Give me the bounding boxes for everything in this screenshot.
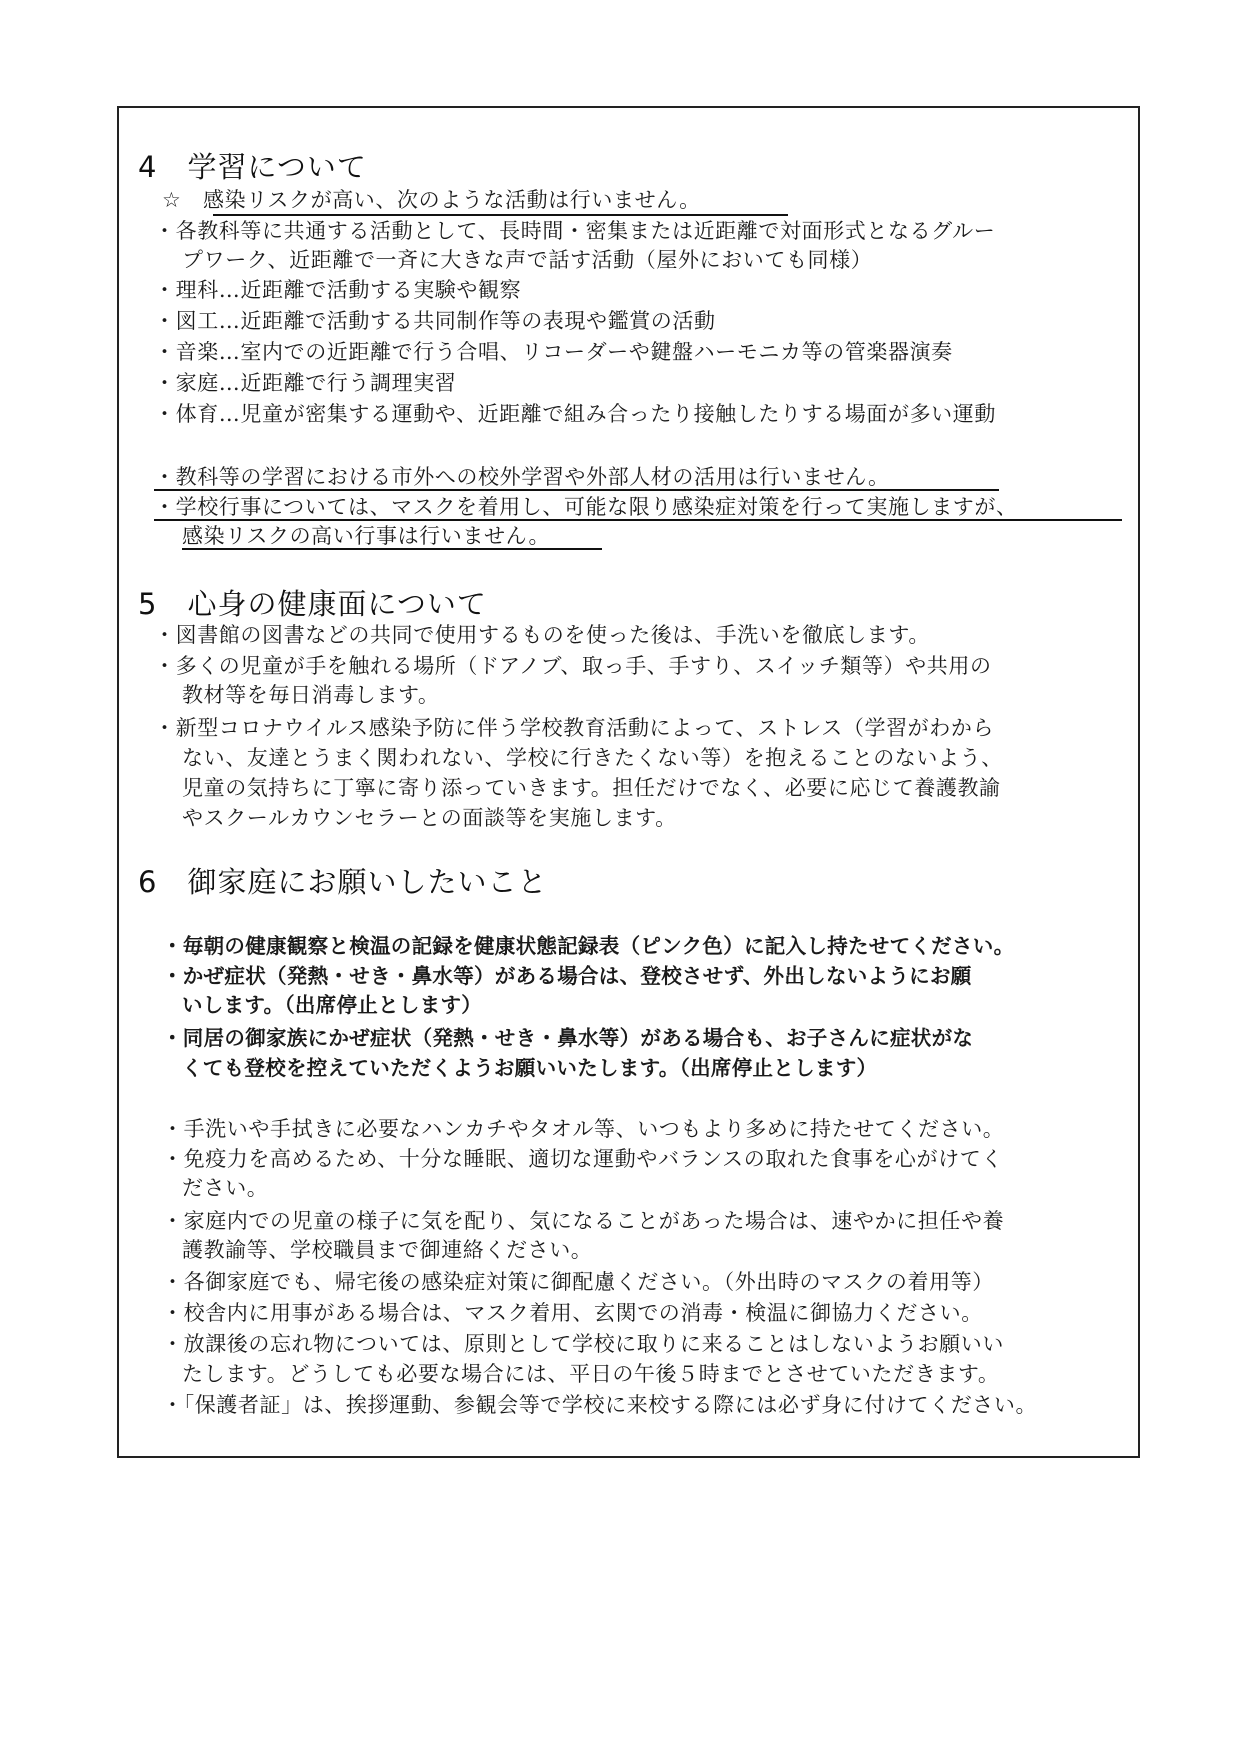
s4-underlined-3: 感染リスクの高い行事は行いません。	[182, 524, 551, 548]
underline-2	[154, 519, 1122, 521]
s5-item-3-cont-1: ない、友達とうまく関われない、学校に行きたくない等）を抱えることのないよう、	[182, 746, 1003, 770]
s4-item-1: ・各教科等に共通する活動として、長時間・密集または近距離で対面形式となるグルー	[154, 219, 996, 243]
s6-item-2: ・免疫力を高めるため、十分な睡眠、適切な運動やバランスの取れた食事を心がけてく	[162, 1147, 1003, 1171]
s6-item-6: ・放課後の忘れ物については、原則として学校に取りに来ることはしないようお願いい	[162, 1332, 1004, 1356]
s6-bold-3-cont: くても登校を控えていただくようお願いいたします。（出席停止とします）	[182, 1056, 878, 1080]
s4-item-1-cont: プワーク、近距離で一斉に大きな声で話す活動（屋外においても同様）	[182, 248, 873, 272]
s4-item-pe: ・体育…児童が密集する運動や、近距離で組み合ったり接触したりする場面が多い運動	[154, 402, 996, 426]
s6-bold-2: ・かぜ症状（発熱・せき・鼻水等）がある場合は、登校させず、外出しないようにお願	[162, 964, 972, 988]
s6-item-5: ・校舎内に用事がある場合は、マスク着用、玄関での消毒・検温に御協力ください。	[162, 1301, 983, 1325]
s5-item-2: ・多くの児童が手を触れる場所（ドアノブ、取っ手、手すり、スイッチ類等）や共用の	[154, 654, 992, 678]
section-6-title: 6 御家庭にお願いしたいこと	[138, 865, 548, 899]
s6-item-3-cont: 護教諭等、学校職員まで御連絡ください。	[182, 1238, 593, 1262]
section-5-title: 5 心身の健康面について	[138, 587, 487, 621]
section-4-title: 4 学習について	[138, 150, 367, 184]
s4-item-art: ・図工…近距離で活動する共同制作等の表現や鑑賞の活動	[154, 309, 716, 333]
s6-bold-1: ・毎朝の健康観察と検温の記録を健康状態記録表（ピンク色）に記入し持たせてください。	[162, 934, 1015, 958]
s6-item-7: ・「保護者証」は、挨拶運動、参観会等で学校に来校する際には必ず身に付けてください。	[162, 1393, 1038, 1417]
s4-item-science: ・理科…近距離で活動する実験や観察	[154, 278, 522, 302]
s5-item-1: ・図書館の図書などの共同で使用するものを使った後は、手洗いを徹底します。	[154, 623, 930, 647]
s5-item-2-cont: 教材等を毎日消毒します。	[182, 683, 440, 707]
s5-item-3: ・新型コロナウイルス感染予防に伴う学校教育活動によって、ストレス（学習がわから	[154, 716, 995, 740]
notice-underline	[213, 214, 788, 216]
s4-item-home: ・家庭…近距離で行う調理実習	[154, 371, 457, 395]
s5-item-3-cont-3: やスクールカウンセラーとの面談等を実施します。	[182, 806, 677, 830]
underline-1	[154, 489, 999, 491]
s5-item-3-cont-2: 児童の気持ちに丁寧に寄り添っていきます。担任だけでなく、必要に応じて養護教諭	[182, 776, 1001, 800]
s4-underlined-1: ・教科等の学習における市外への校外学習や外部人材の活用は行いません。	[154, 465, 890, 489]
s6-item-6-cont: たします。どうしても必要な場合には、平日の午後５時までとさせていただきます。	[182, 1362, 1000, 1386]
s6-bold-3: ・同居の御家族にかぜ症状（発熱・せき・鼻水等）がある場合も、お子さんに症状がな	[162, 1026, 974, 1050]
s6-item-2-cont: ださい。	[182, 1176, 269, 1200]
section-4-notice: ☆ 感染リスクが高い、次のような活動は行いません。	[162, 188, 701, 212]
s6-item-3: ・家庭内での児童の様子に気を配り、気になることがあった場合は、速やかに担任や養	[162, 1209, 1005, 1233]
s4-underlined-2: ・学校行事については、マスクを着用し、可能な限り感染症対策を行って実施しますが、	[154, 495, 1018, 519]
s6-item-4: ・各御家庭でも、帰宅後の感染症対策に御配慮ください。（外出時のマスクの着用等）	[162, 1270, 994, 1294]
s6-item-1: ・手洗いや手拭きに必要なハンカチやタオル等、いつもより多めに持たせてください。	[162, 1117, 1005, 1141]
s4-item-music: ・音楽…室内での近距離で行う合唱、リコーダーや鍵盤ハーモニカ等の管楽器演奏	[154, 340, 953, 364]
underline-3	[182, 548, 602, 550]
s6-bold-2-cont: いします。（出席停止とします）	[182, 993, 483, 1017]
